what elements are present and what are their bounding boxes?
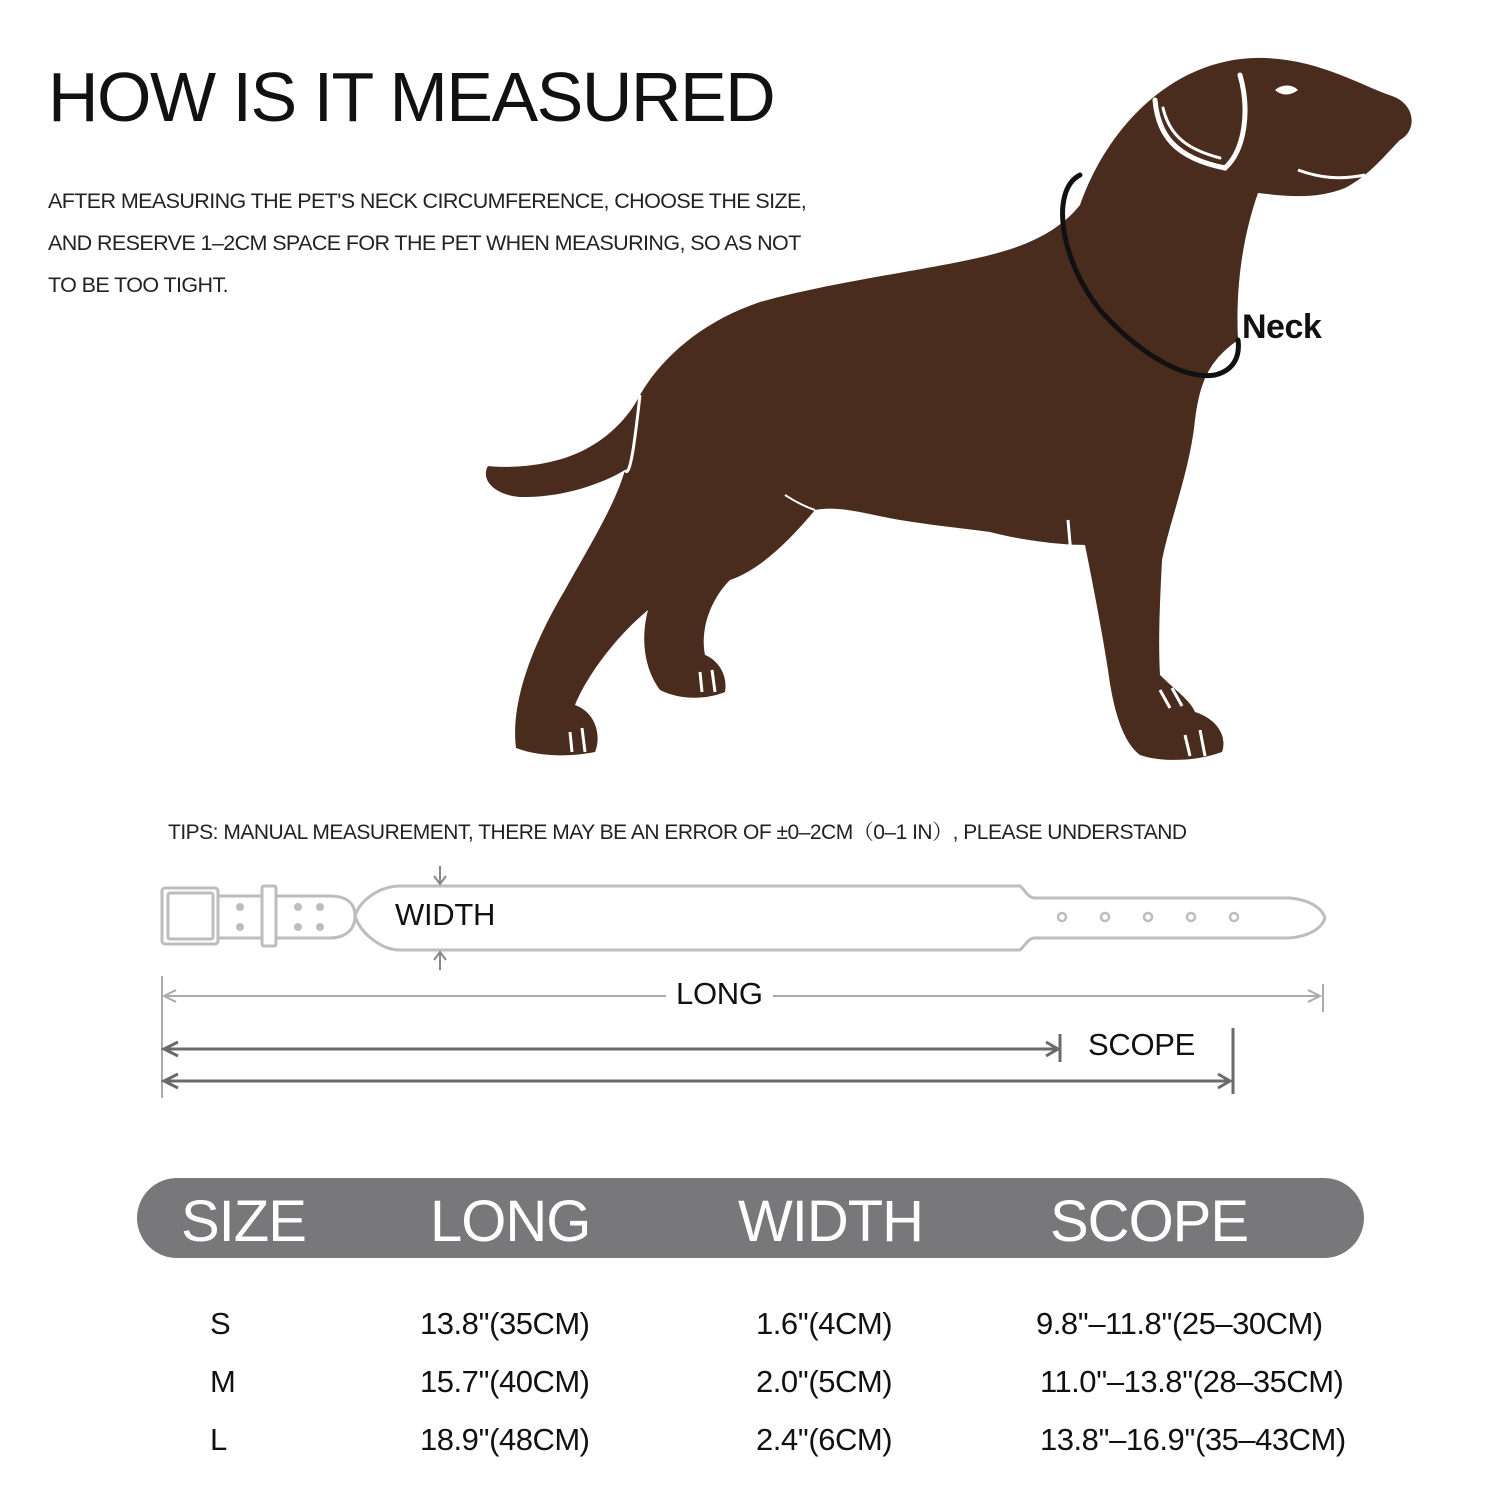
table-row [0,1306,1500,1356]
page-title: HOW IS IT MEASURED [48,58,775,136]
scope-cell: 9.8''–11.8''(25–30CM) [1036,1306,1323,1341]
header-size: SIZE [181,1189,306,1254]
width-label: WIDTH [395,897,496,932]
instruction-line-1: AFTER MEASURING THE PET'S NECK CIRCUMFERENCE, CHOOSE THE SIZE, [48,189,807,213]
header-scope: SCOPE [1050,1189,1249,1254]
long-cell: 18.9''(48CM) [420,1422,590,1457]
scope-dimension-lines [164,1028,1233,1094]
instruction-line-3: TO BE TOO TIGHT. [48,273,228,297]
header-long: LONG [430,1189,591,1254]
size-cell: L [210,1422,227,1457]
long-cell: 13.8''(35CM) [420,1306,590,1341]
collar-strap [218,896,262,938]
table-row [0,1364,1500,1414]
table-row [0,1422,1500,1472]
size-cell: S [210,1306,231,1341]
header-width: WIDTH [738,1189,924,1254]
scope-cell: 11.0''–13.8''(28–35CM) [1040,1364,1344,1399]
keeper-loop [262,886,276,946]
buckle-frame [162,888,218,944]
width-cell: 2.0''(5CM) [756,1364,893,1399]
size-table-header [137,1178,1364,1258]
size-cell: M [210,1364,236,1399]
scope-label: SCOPE [1088,1027,1196,1062]
long-label: LONG [666,976,773,1012]
long-cell: 15.7''(40CM) [420,1364,590,1399]
instruction-line-2: AND RESERVE 1–2CM SPACE FOR THE PET WHEN MEASURING, SO AS NOT [48,231,801,255]
measurement-tips: TIPS: MANUAL MEASUREMENT, THERE MAY BE AN ERROR OF ±0–2CM（0–1 IN）, PLEASE UNDERSTAND [168,821,1187,844]
dog-silhouette-icon [486,58,1412,760]
adjust-holes [1058,913,1238,921]
width-cell: 1.6''(4CM) [756,1306,893,1341]
dog-silhouette-illustration [470,40,1430,780]
scope-cell: 13.8''–16.9''(35–43CM) [1040,1422,1346,1457]
width-cell: 2.4''(6CM) [756,1422,893,1457]
neck-label: Neck [1242,308,1322,346]
buckle-holes [236,903,324,931]
